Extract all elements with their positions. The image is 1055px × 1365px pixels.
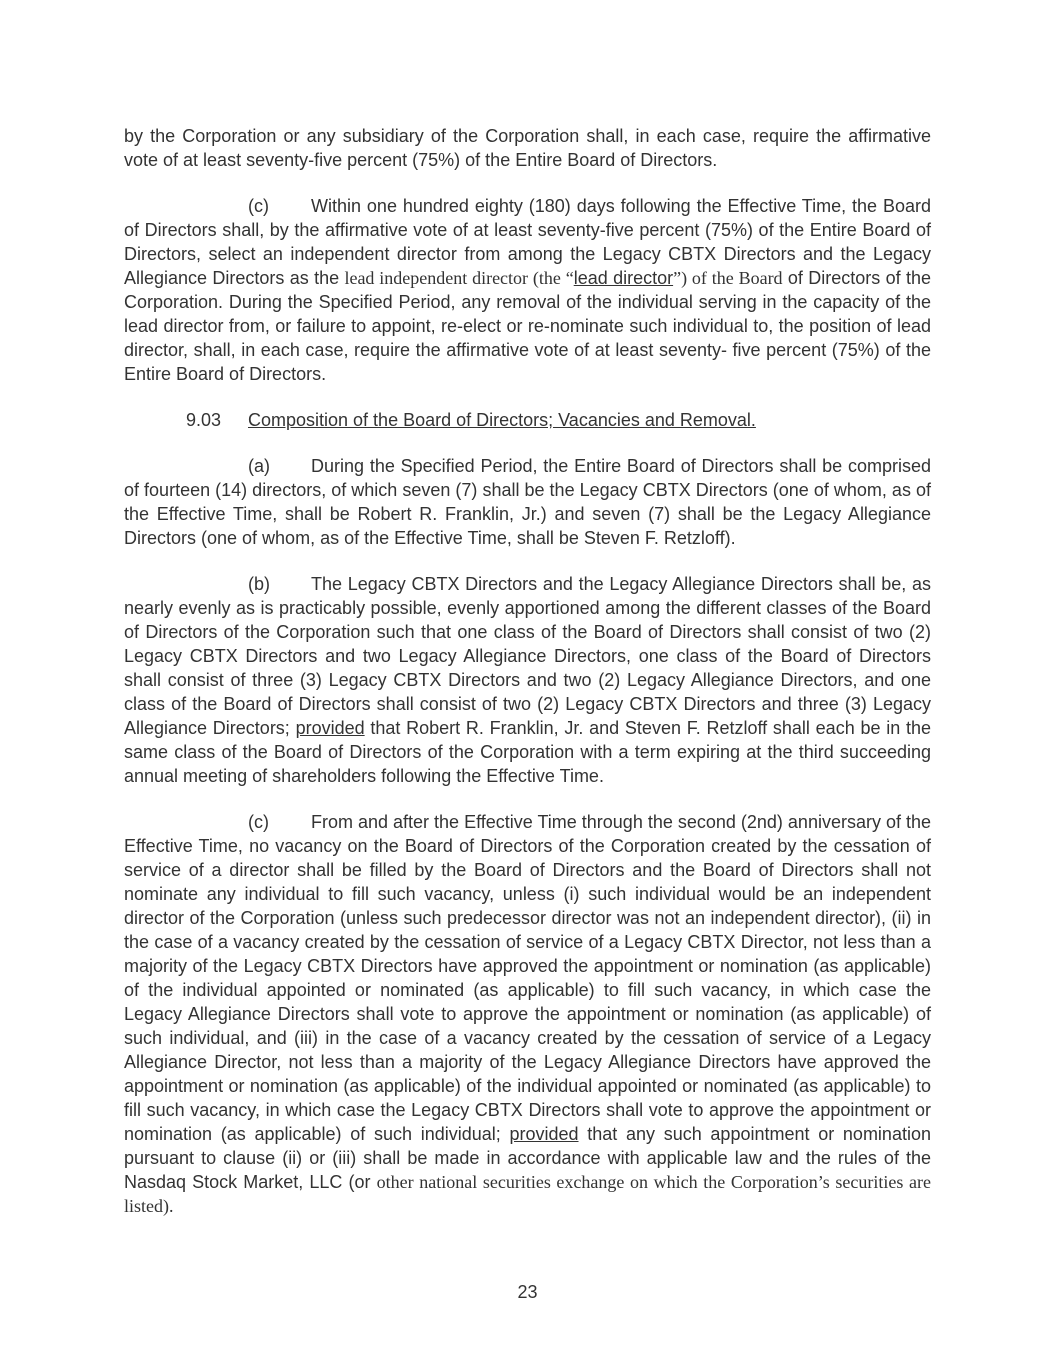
- paragraph-text-serif: ”) of the Board: [673, 268, 783, 288]
- paragraph-text: that any such appointment or nomination pursuant to clause (ii) or (iii) shall be made in accordance with applicable law and the rules of the Nasdaq Stock Market, LLC (or: [124, 1124, 931, 1192]
- paragraph-text: that Robert R. Franklin, Jr. and Steven F. Retzloff shall each be in the same class of the Board of Directors of the Corporation with a term expiring at the third succeeding annual meeting of shareholders following the Effective Time.: [124, 718, 931, 786]
- defined-term-lead-director: lead director: [573, 268, 674, 288]
- paragraph-marker: (c): [248, 812, 269, 832]
- section-title: Composition of the Board of Directors; Vacancies and Removal.: [248, 410, 756, 430]
- document-body: [124, 124, 931, 1240]
- section-heading-9-03: [124, 408, 931, 432]
- paragraph-marker: (a): [248, 456, 270, 476]
- paragraph-text: The Legacy CBTX Directors and the Legacy Allegiance Directors shall be, as nearly evenly as is practicably possible, evenly apportioned among the different classes of the Board of Directors of the Corporation such that one class of the Board of Directors shall consist of two (2) Legacy CBTX Directors and two Legacy Allegiance Directors, one class of the Board of Directors shall consist of three (3) Legacy CBTX Directors and two (2) Legacy Allegiance Directors, and one class of the Board of Directors shall consist of two (2) Legacy CBTX Directors and three (3) Legacy Allegiance Directors;: [124, 574, 931, 738]
- section-number: 9.03: [186, 410, 222, 430]
- continuation-text: by the Corporation or any subsidiary of the Corporation shall, in each case, require the affirmative vote of at least seventy-five percent (75%) of the Entire Board of Directors.: [124, 126, 931, 170]
- paragraph-text: From and after the Effective Time through the second (2nd) anniversary of the Effective Time, no vacancy on the Board of Directors of the Corporation created by the cessation of service of a director shall be filled by the Board of Directors and the Board of Directors shall not nominate any individual to fill such vacancy, unless (i) such individual would be an independent director of the Corporation (unless such predecessor director was not an independent director), (ii) in the case of a vacancy created by the cessation of service of a Legacy CBTX Director, not less than a majority of the Legacy CBTX Directors have approved the appointment or nomination (as applicable) of the individual appointed or nominated (as applicable) to fill such vacancy, in which case the Legacy Allegiance Directors shall vote to approve the appointment or nomination (as applicable) of such individual, and (iii) in the case of a vacancy created by the cessation of service of a Legacy Allegiance Director, not less than a majority of the Legacy Allegiance Directors have approved the appointment or nomination (as applicable) of the individual appointed or nominated (as applicable) to fill such vacancy, in which case the Legacy CBTX Directors shall vote to approve the appointment or nomination (as applicable) of such individual;: [124, 812, 931, 1144]
- paragraph-c-vacancies: [124, 810, 931, 1218]
- paragraph-b-class-apportionment: [124, 572, 931, 788]
- paragraph-c-lead-director: [124, 194, 931, 386]
- paragraph-text: Within one hundred eighty (180) days following the Effective Time, the Board of Directors shall, by the affirmative vote of at least seventy-five percent (75%) of the Entire Board of Directors, select an independent director from among the Legacy CBTX Directors and the Legacy Allegiance Directors as the: [124, 196, 931, 288]
- paragraph-a-board-size: [124, 454, 931, 550]
- continuation-paragraph: [124, 124, 931, 172]
- page-number: 23: [517, 1282, 538, 1302]
- paragraph-text: of Directors of the Corporation. During the Specified Period, any removal of the individual serving in the capacity of the lead director from, or failure to appoint, re-elect or re-nominate such individual to, the position of lead director, shall, in each case, require the affirmative vote of at least seventy- five percent (75%) of the Entire Board of Directors.: [124, 268, 931, 384]
- defined-term-provided: provided: [509, 1124, 579, 1144]
- paragraph-text-serif: lead independent director (the “: [344, 268, 574, 288]
- defined-term-provided: provided: [295, 718, 365, 738]
- paragraph-marker: (c): [248, 196, 269, 216]
- paragraph-text-serif: other national securities exchange on which the Corporation’s securities are listed).: [124, 1172, 931, 1216]
- paragraph-text: During the Specified Period, the Entire Board of Directors shall be comprised of fourteen (14) directors, of which seven (7) shall be the Legacy CBTX Directors (one of whom, as of the Effective Time, shall be Robert R. Franklin, Jr.) and seven (7) shall be the Legacy Allegiance Directors (one of whom, as of the Effective Time, shall be Steven F. Retzloff).: [124, 456, 931, 548]
- paragraph-marker: (b): [248, 574, 270, 594]
